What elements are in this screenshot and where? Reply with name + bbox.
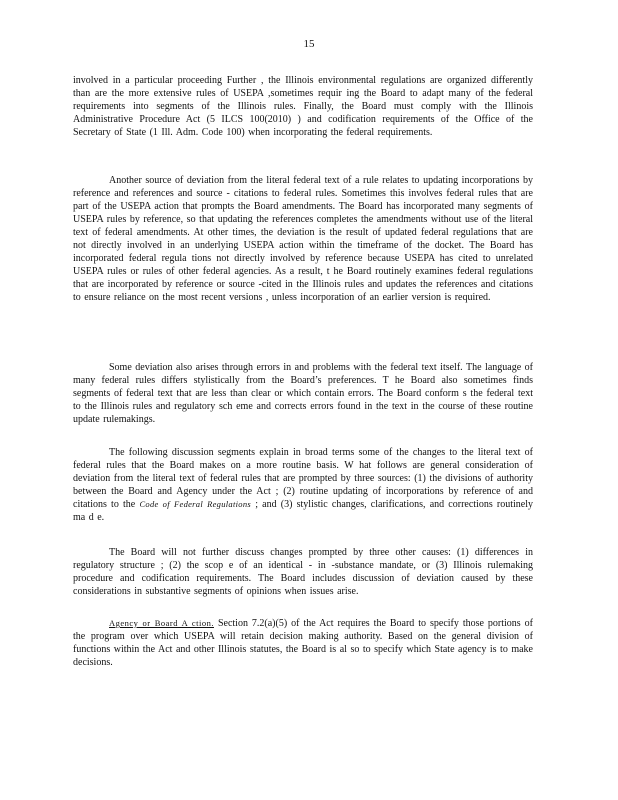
paragraph-3: Some deviation also arises through errors in and problems with the federal text itself. The language of many federal rules differs stylistically from the Board’s preferences. T he Board also sometimes finds segments of federal text that are less than clear or which contain errors. The Board conform s the federal text to the Illinois rules and regulatory sch eme and corrects errors found in the text in the course of these routine update rulemakings.: [73, 362, 533, 425]
paragraph-4-text-a: The following discussion segments explain in broad terms some of the changes to the literal text of federal rules that the Board makes on a more routine basis. W hat follows are general consideration of deviation from the literal text of federal rules that are prompted by three sources: (1) the divisions of authority between the Board and Agency under the Act ; (2) routine updating of incorporations by reference of and citations to the: [73, 447, 533, 510]
paragraph-6-body: Section 7.2(a)(5) of the Act requires the Board to specify those portions of the program over which USEPA will retain decision making authority. Based on the general division of functions within the Act and other Illinois statutes, the Board is al so to specify which State agency is to make decisions.: [73, 618, 533, 668]
paragraph-4: [73, 446, 533, 524]
paragraph-6: [73, 617, 533, 669]
paragraph-2: Another source of deviation from the literal federal text of a rule relates to updating incorporations by reference and references and source - citations to federal rules. Sometimes this involves federal rules that are part of the USEPA action that prompts the Board amendments. The Board has incorporated many segments of USEPA rules by reference, so that updating the references completes the amendments without use of the literal text of federal amendments. At other times, the deviation is the result of updated federal regulations that are not directly involved in an underlying USEPA action within the timeframe of the docket. The Board has incorporated federal regula tions not directly involved by reference because USEPA has cited to unrelated USEPA rules or rules of other federal agencies. As a result, t he Board routinely examines federal regulations that are incorporated by reference or source -cited in the Illinois rules and updates the references and citations to ensure reliance on the most recent versions , unless incorporation of an earlier version is required.: [73, 175, 533, 303]
paragraph-4-text-b: ; and (3) stylistic changes, clarifications, and corrections routinely ma d e.: [73, 499, 534, 523]
page-number: 15: [303, 38, 315, 50]
cfr-title: Code of Federal Regulations: [139, 499, 252, 509]
paragraph-1: involved in a particular proceeding Further , the Illinois environmental regulations are organized differently than are the more extensive rules of USEPA ,sometimes requir ing the Board to adapt many of the federal requirements into segments of the Illinois rules. Finally, the Board must comply with the Illinois Administrative Procedure Act (5 ILCS 100(2010) ) and codification requirements of the Office of the Secretary of State (1 Ill. Adm. Code 100) when incorporating the federal requirements.: [73, 75, 533, 138]
section-heading: Agency or Board A ction.: [109, 618, 214, 628]
paragraph-5: The Board will not further discuss changes prompted by three other causes: (1) differences in regulatory structure ; (2) the scop e of an identical - in -substance mandate, or (3) Illinois rulemaking procedure and codification requirements. The Board includes discussion of deviation caused by these considerations in substantive segments of opinions when issues arise.: [73, 547, 533, 597]
